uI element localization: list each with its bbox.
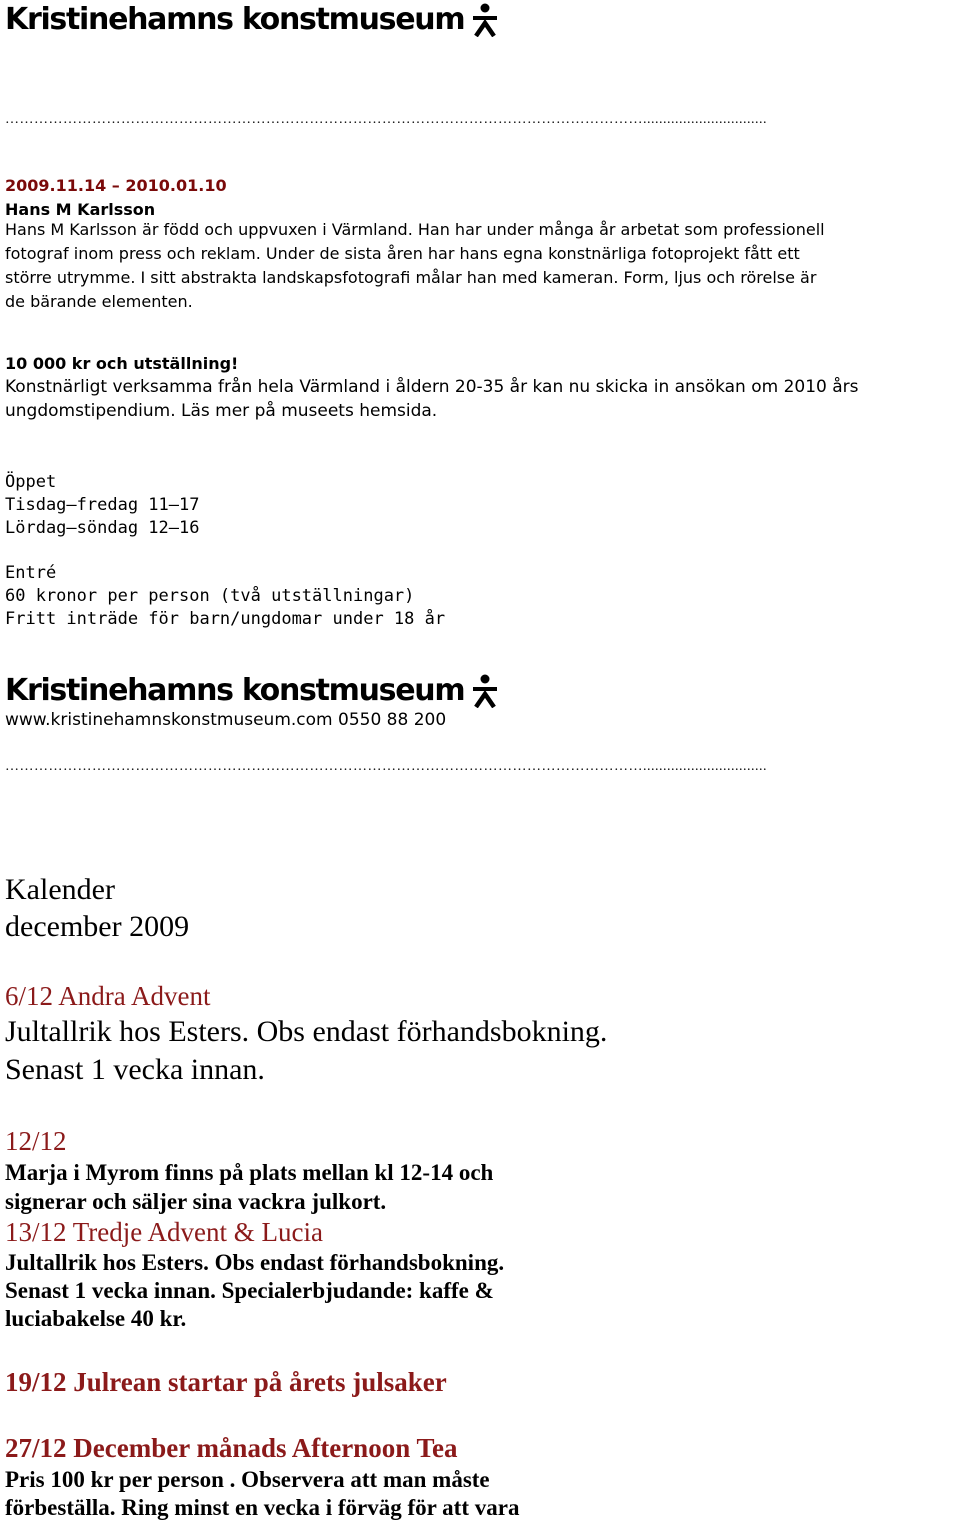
- calendar-title: Kalender: [5, 873, 115, 906]
- event-line: Pris 100 kr per person . Observera att man måste: [5, 1467, 490, 1492]
- event-line: förbeställa. Ring minst en vecka i förväg för att vara: [5, 1495, 520, 1520]
- hours-weekend: Lördag–söndag 12–16: [5, 518, 200, 538]
- entry-info: [5, 562, 960, 631]
- event-line: luciabakelse 40 kr.: [5, 1306, 187, 1331]
- event-heading: 27/12 December månads Afternoon Tea: [5, 1433, 458, 1463]
- stipend-line: ungdomstipendium. Läs mer på museets hemsida.: [5, 401, 438, 421]
- entry-price: 60 kronor per person (två utställningar): [5, 586, 415, 606]
- event-line: Senast 1 vecka innan.: [5, 1053, 265, 1086]
- hours-label: Öppet: [5, 472, 57, 492]
- contact-line[interactable]: www.kristinehamnskonstmuseum.com 0550 88 200: [5, 710, 447, 730]
- event-heading: 13/12 Tredje Advent & Lucia: [5, 1217, 323, 1247]
- exhibition-dates: 2009.11.14 – 2010.01.10: [5, 176, 227, 195]
- event-heading: 19/12 Julrean startar på årets julsaker: [5, 1367, 447, 1397]
- event-heading: 6/12 Andra Advent: [5, 981, 211, 1011]
- stipend-title: 10 000 kr och utställning!: [5, 354, 239, 373]
- opening-hours: [5, 471, 960, 540]
- event-line: Jultallrik hos Esters. Obs endast förhandsbokning.: [5, 1250, 505, 1275]
- event-line: signerar och säljer sina vackra julkort.: [5, 1189, 387, 1214]
- entry-label: Entré: [5, 563, 57, 583]
- stipend-line: Konstnärligt verksamma från hela Värmland i åldern 20-35 år kan nu skicka in ansökan om 2010 års: [5, 377, 859, 397]
- event-heading: 12/12: [5, 1126, 67, 1156]
- artist-name: Hans M Karlsson: [5, 200, 156, 219]
- event-line: Senast 1 vecka innan. Specialerbjudande: kaffe &: [5, 1278, 494, 1303]
- exhibition-description: [5, 218, 960, 314]
- event-line: Marja i Myrom finns på plats mellan kl 12-14 och: [5, 1160, 494, 1185]
- description-line: fotograf inom press och reklam. Under de sista åren har hans egna konstnärliga fotoprojekt fått ett: [5, 244, 800, 263]
- description-line: de bärande elementen.: [5, 292, 193, 311]
- footer-logo-text: Kristinehamns konstmuseum: [5, 673, 465, 708]
- event-line: Jultallrik hos Esters. Obs endast förhandsbokning.: [5, 1015, 608, 1048]
- description-line: Hans M Karlsson är född och uppvuxen i Värmland. Han har under många år arbetat som professionell: [5, 220, 825, 239]
- description-line: större utrymme. I sitt abstrakta landskapsfotografi målar han med kameran. Form, ljus och rörelse är: [5, 268, 817, 287]
- footer-logo: [5, 673, 498, 709]
- logo-text: Kristinehamns konstmuseum: [5, 2, 465, 37]
- entry-free: Fritt inträde för barn/ungdomar under 18 år: [5, 609, 446, 629]
- person-icon: [472, 674, 498, 708]
- person-icon: [472, 3, 498, 37]
- separator-dots: ……………………………………………………………………………………………………………………...............................: [5, 113, 767, 127]
- hours-weekdays: Tisdag–fredag 11–17: [5, 495, 200, 515]
- stipend-text: [5, 375, 960, 423]
- museum-logo: [5, 2, 498, 38]
- calendar-month: december 2009: [5, 910, 190, 943]
- separator-dots: ……………………………………………………………………………………………………………………...............................: [5, 760, 767, 774]
